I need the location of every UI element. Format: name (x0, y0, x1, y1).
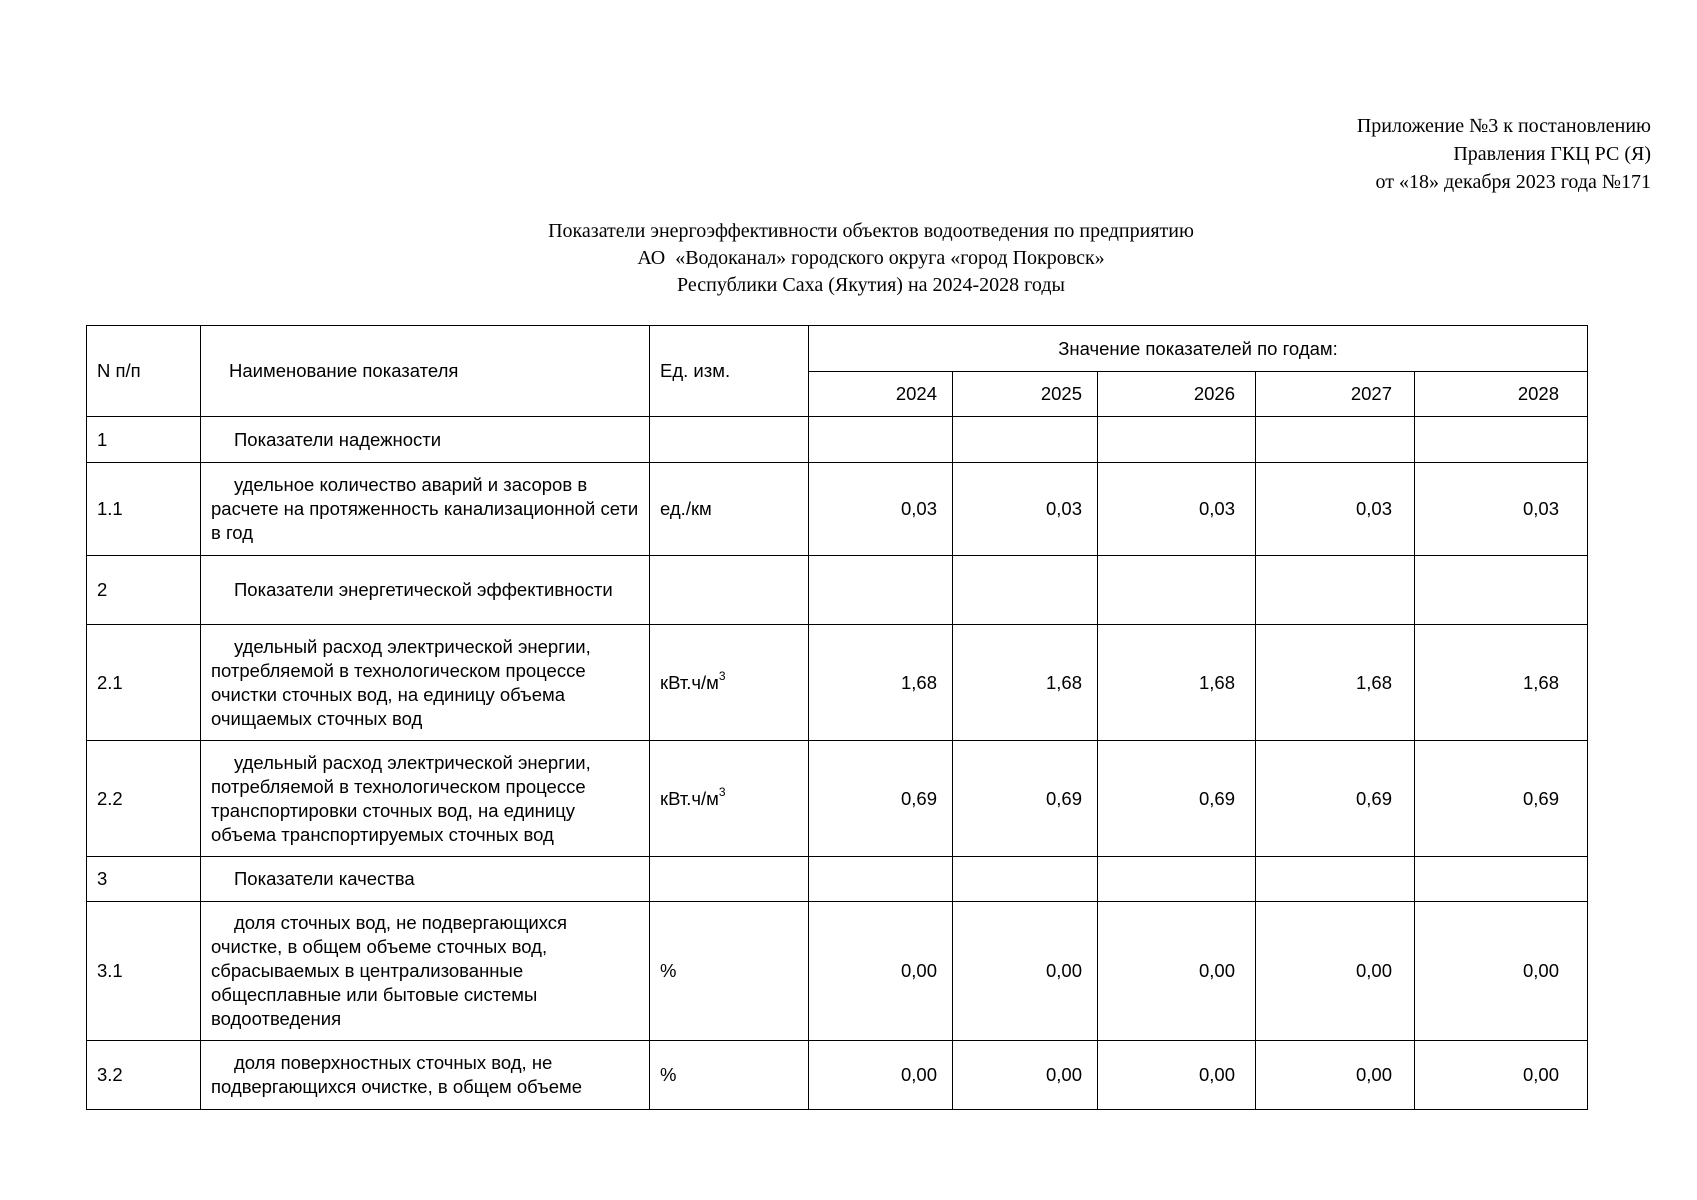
year-value: 0,69 (1098, 741, 1256, 857)
year-value: 0,69 (1256, 741, 1415, 857)
row-unit: ед./км (660, 498, 712, 519)
row-name: удельный расход электрической энергии, потребляемой в технологическом процессе транспортировки сточных вод, на единицу объема транспортируемых сточных вод (211, 751, 591, 845)
row-number: 3.1 (87, 902, 201, 1041)
year-value: 0,00 (1415, 902, 1588, 1041)
year-value: 0,03 (809, 463, 953, 556)
year-value: 0,00 (1415, 1041, 1588, 1110)
row-unit-cell (650, 902, 809, 1041)
year-value (953, 556, 1098, 625)
header-num: N п/п (87, 326, 201, 417)
row-unit-cell (650, 417, 809, 463)
year-value (953, 417, 1098, 463)
row-number: 2.2 (87, 741, 201, 857)
year-value (1098, 556, 1256, 625)
header-year: 2024 (809, 372, 953, 417)
year-value: 0,00 (1098, 1041, 1256, 1110)
title-line-1: Показатели энергоэффективности объектов водоотведения по предприятию (548, 220, 1194, 242)
indicators-table (86, 325, 1588, 1110)
row-number: 1.1 (87, 463, 201, 556)
year-value (1415, 857, 1588, 902)
row-number: 1 (87, 417, 201, 463)
header-year: 2027 (1256, 372, 1415, 417)
row-name: Показатели качества (234, 868, 415, 889)
row-number: 2.1 (87, 625, 201, 741)
row-name: доля поверхностных сточных вод, не подвергающихся очистке, в общем объеме (211, 1052, 582, 1097)
row-name: доля сточных вод, не подвергающихся очистке, в общем объеме сточных вод, сбрасываемых в централизованные общесплавные или бытовые системы водоотведения (211, 912, 568, 1029)
year-value: 0,00 (809, 902, 953, 1041)
row-name-cell (201, 902, 650, 1041)
table-row (87, 417, 1588, 463)
table-row (87, 1041, 1588, 1110)
year-value (1256, 417, 1415, 463)
row-number: 3.2 (87, 1041, 201, 1110)
year-value: 1,68 (1256, 625, 1415, 741)
annex-line-2: Правления ГКЦ РС (Я) (1453, 143, 1651, 165)
year-value: 0,03 (1415, 463, 1588, 556)
year-value (1256, 556, 1415, 625)
year-value: 0,00 (953, 1041, 1098, 1110)
row-name: Показатели энергетической эффективности (234, 579, 613, 600)
header-year: 2028 (1415, 372, 1588, 417)
row-unit-cell (650, 857, 809, 902)
year-value (809, 556, 953, 625)
annex-line-1: Приложение №3 к постановлению (1356, 115, 1651, 137)
row-unit: % (660, 960, 677, 981)
row-name: удельное количество аварий и засоров в расчете на протяженность канализационной сети в год (211, 474, 639, 543)
year-value (1098, 857, 1256, 902)
row-unit: % (660, 1064, 677, 1085)
year-value: 1,68 (1098, 625, 1256, 741)
year-value: 0,03 (1256, 463, 1415, 556)
year-value: 0,00 (953, 902, 1098, 1041)
year-value: 0,00 (1256, 1041, 1415, 1110)
row-name-cell (201, 857, 650, 902)
annex-note (1357, 112, 1651, 196)
row-name-cell (201, 417, 650, 463)
table-row (87, 857, 1588, 902)
title-line-2: АО «Водоканал» городского округа «город Покровск» (637, 247, 1105, 269)
row-name-cell (201, 625, 650, 741)
year-value (1256, 857, 1415, 902)
row-name: удельный расход электрической энергии, потребляемой в технологическом процессе очистки сточных вод, на единицу объема очищаемых сточных вод (211, 635, 591, 729)
table-row (87, 463, 1588, 556)
row-unit-cell (650, 463, 809, 556)
year-value: 0,69 (809, 741, 953, 857)
year-value: 1,68 (809, 625, 953, 741)
unit-superscript: 3 (718, 785, 726, 800)
year-value: 1,68 (1415, 625, 1588, 741)
year-value: 0,00 (1098, 902, 1256, 1041)
header-name: Наименование показателя (201, 326, 650, 417)
header-year: 2025 (953, 372, 1098, 417)
row-unit-cell (650, 1041, 809, 1110)
header-unit: Ед. изм. (650, 326, 809, 417)
year-value (809, 857, 953, 902)
row-number: 2 (87, 556, 201, 625)
year-value: 0,03 (1098, 463, 1256, 556)
year-value: 0,00 (809, 1041, 953, 1110)
row-unit: кВт.ч/м (660, 671, 719, 693)
row-unit: кВт.ч/м (660, 787, 719, 809)
year-value (1415, 417, 1588, 463)
table-row (87, 741, 1588, 857)
row-name: Показатели надежности (234, 428, 442, 450)
table-row (87, 902, 1588, 1041)
year-value (1098, 417, 1256, 463)
row-number: 3 (87, 857, 201, 902)
row-unit-cell (650, 625, 809, 741)
year-value: 0,00 (1256, 902, 1415, 1041)
row-unit-cell (650, 556, 809, 625)
table-row (87, 556, 1588, 625)
row-name-cell (201, 463, 650, 556)
year-value: 0,03 (953, 463, 1098, 556)
row-unit-cell (650, 741, 809, 857)
year-value (809, 417, 953, 463)
title-line-3: Республики Саха (Якутия) на 2024-2028 годы (677, 274, 1065, 296)
header-years-group: Значение показателей по годам: (809, 326, 1588, 372)
row-name-cell (201, 1041, 650, 1110)
year-value: 0,69 (1415, 741, 1588, 857)
year-value: 0,69 (953, 741, 1098, 857)
document-title (0, 218, 1697, 299)
table-row (87, 625, 1588, 741)
year-value (953, 857, 1098, 902)
header-row-top (87, 326, 1588, 372)
row-name-cell (201, 741, 650, 857)
header-year: 2026 (1098, 372, 1256, 417)
row-name-cell (201, 556, 650, 625)
annex-line-3: от «18» декабря 2023 года №171 (1375, 171, 1651, 193)
year-value (1415, 556, 1588, 625)
year-value: 1,68 (953, 625, 1098, 741)
unit-superscript: 3 (718, 669, 726, 684)
